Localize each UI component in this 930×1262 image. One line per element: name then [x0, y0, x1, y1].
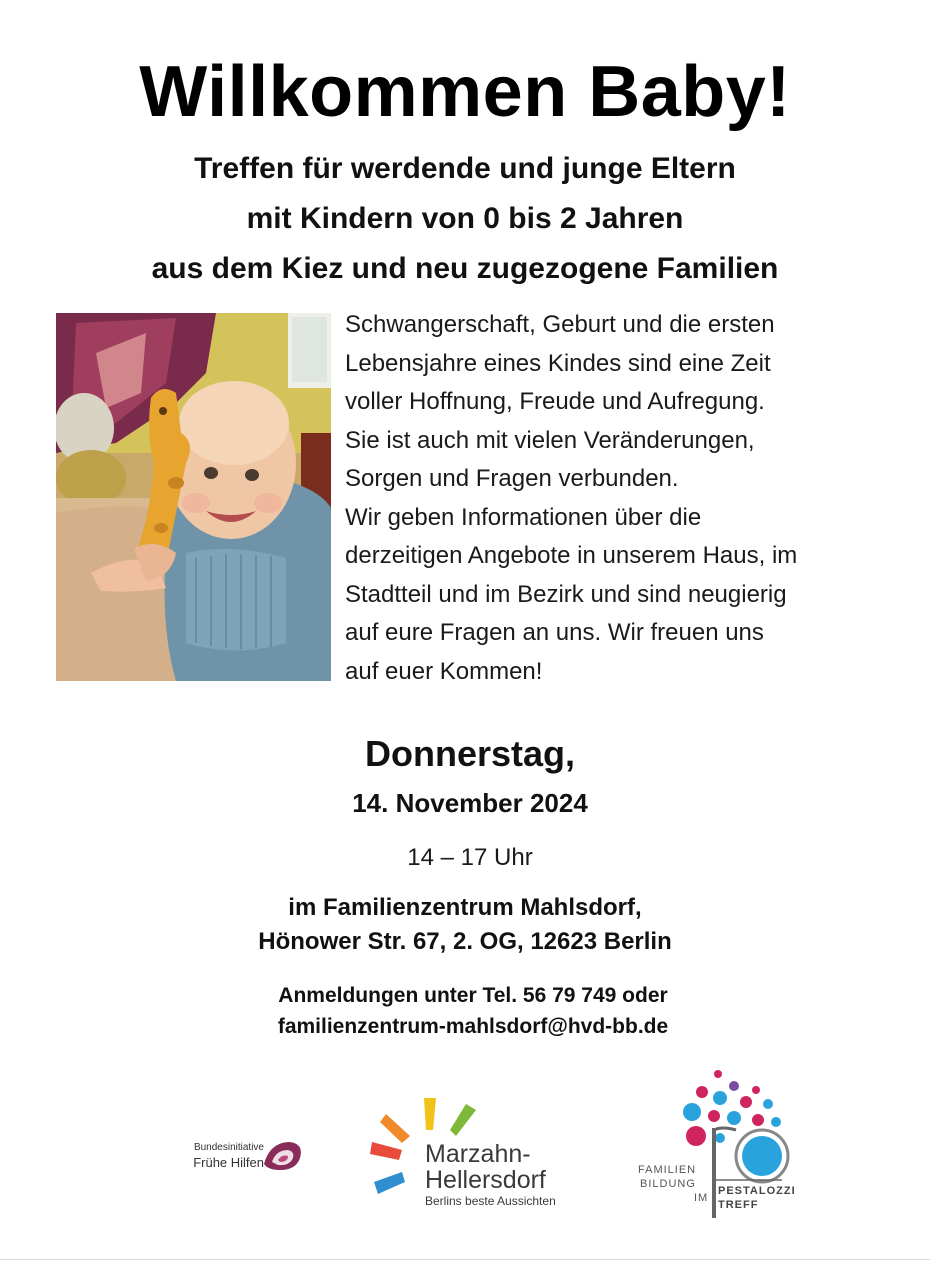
registration-contact — [0, 980, 930, 1042]
familienbildung-pestalozzi-logo — [632, 1068, 832, 1228]
marzahn-tagline: Berlins beste Aussichten — [425, 1194, 556, 1208]
subtitle-line: aus dem Kiez und neu zugezogene Familien — [151, 252, 779, 285]
treff-label: TREFF — [718, 1199, 759, 1211]
paragraph-line: Schwangerschaft, Geburt und die ersten — [345, 311, 775, 338]
paragraph-line: Sie ist auch mit vielen Veränderungen, — [345, 426, 755, 454]
fruehe-hilfen-logo — [172, 1136, 312, 1176]
event-venue — [0, 891, 930, 959]
event-day: Donnerstag, — [364, 733, 576, 774]
intro-paragraph — [345, 306, 915, 691]
paragraph-line: Lebensjahre eines Kindes sind eine Zeit — [345, 349, 771, 377]
tree-icon — [662, 1068, 812, 1220]
fruehe-hilfen-line2: Frühe Hilfen — [193, 1155, 264, 1170]
marzahn-line1: Marzahn- — [425, 1140, 531, 1168]
paragraph-line: auf eure Fragen an uns. Wir freuen uns — [345, 619, 764, 646]
paragraph-line: Sorgen und Fragen verbunden. — [345, 465, 679, 492]
paragraph-line: voller Hoffnung, Freude und Aufregung. — [345, 388, 765, 415]
contact-email: familienzentrum-mahlsdorf@hvd-bb.de — [277, 1015, 669, 1038]
pestalozzi-label: PESTALOZZI — [718, 1185, 796, 1197]
subtitle-line: Treffen für werdende und junge Eltern — [194, 152, 736, 185]
event-time: 14 – 17 Uhr — [407, 844, 533, 871]
baby-photo — [56, 313, 331, 681]
page-bottom-divider — [0, 1259, 930, 1260]
familienbildung-line3: IM — [694, 1192, 709, 1204]
fruehe-hilfen-line1: Bundesinitiative — [193, 1142, 264, 1153]
contact-line: Anmeldungen unter Tel. 56 79 749 oder — [278, 984, 668, 1007]
paragraph-line: Wir geben Informationen über die — [345, 503, 702, 531]
paragraph-line: Stadtteil und im Bezirk und sind neugierig — [345, 580, 787, 608]
marzahn-line2: Hellersdorf — [425, 1166, 546, 1194]
familienbildung-line1: FAMILIEN — [638, 1164, 697, 1176]
fruehe-hilfen-swirl-icon — [260, 1138, 304, 1174]
event-date: 14. November 2024 — [352, 788, 588, 818]
marzahn-hellersdorf-logo — [368, 1096, 598, 1216]
venue-line: im Familienzentrum Mahlsdorf, — [288, 894, 642, 921]
familienbildung-line2: BILDUNG — [640, 1178, 696, 1190]
venue-line: Hönower Str. 67, 2. OG, 12623 Berlin — [258, 928, 672, 955]
subtitle-line: mit Kindern von 0 bis 2 Jahren — [246, 202, 684, 235]
flyer-subtitle — [0, 150, 930, 300]
flyer-title: Willkommen Baby! — [139, 52, 791, 132]
paragraph-line: derzeitigen Angebote in unserem Haus, im — [345, 542, 798, 569]
paragraph-line: auf euer Kommen! — [345, 657, 543, 685]
